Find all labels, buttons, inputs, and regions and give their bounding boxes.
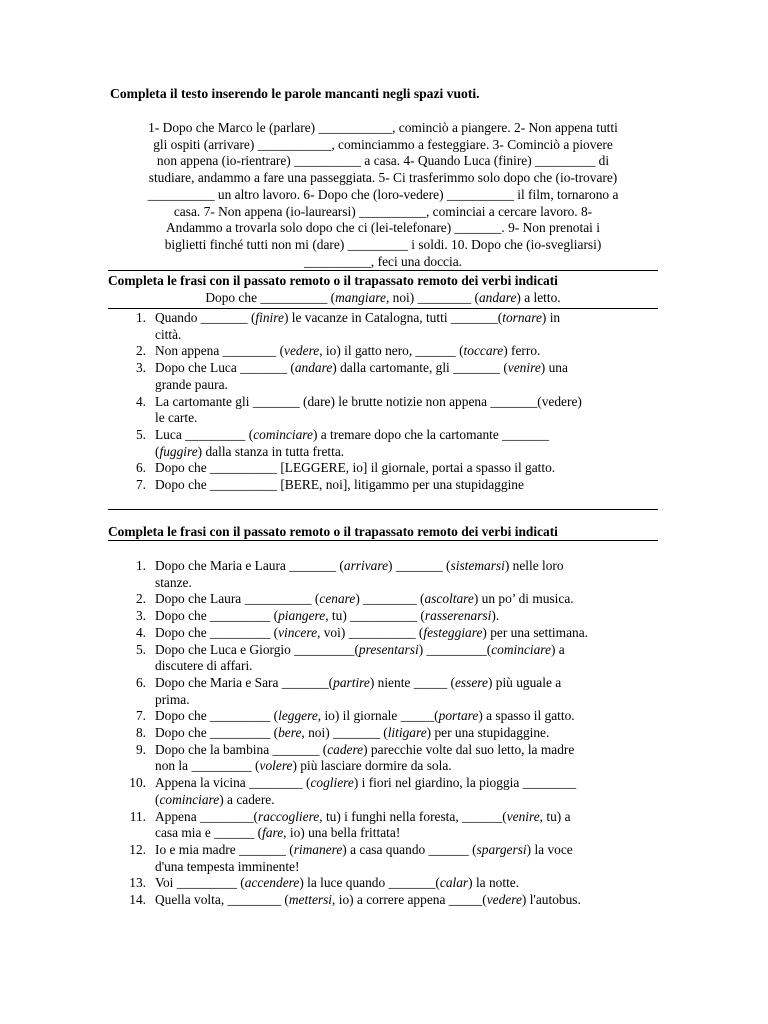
paragraph-line: 1- Dopo che Marco le (parlare) ___________, cominciò a piangere. 2- Non appena tutti xyxy=(148,120,618,135)
exercise-item xyxy=(108,892,668,909)
item-text: Dopo che Laura __________ (cenare) ________ (ascoltare) un po’ di musica. xyxy=(155,591,574,607)
item-number: 3. xyxy=(135,360,146,376)
item-text: d'una tempesta imminente! xyxy=(155,858,300,874)
item-text: le carte. xyxy=(155,410,198,426)
item-number: 9. xyxy=(135,741,146,757)
paragraph-line: non appena (io-rientrare) __________ a casa. 4- Quando Luca (finire) _________ di xyxy=(156,153,610,169)
item-number: 14. xyxy=(129,892,146,908)
item-text: Dopo che Luca e Giorgio _________(presentarsi) _________(cominciare) a xyxy=(155,641,565,657)
exercise-item xyxy=(108,608,668,625)
exercise-item xyxy=(108,310,668,343)
item-text: Dopo che la bambina _______ (cadere) parecchie volte dal suo letto, la madre xyxy=(155,741,575,757)
exercise-item xyxy=(108,775,668,808)
item-text: Non appena ________ (vedere, io) il gatto nero, ______ (toccare) ferro. xyxy=(155,343,541,359)
exercise-1-heading: Completa il testo inserendo le parole mancanti negli spazi vuoti. xyxy=(110,86,480,101)
item-text: Dopo che _________ (leggere, io) il giornale _____(portare) a spasso il gatto. xyxy=(155,708,575,724)
item-text: Luca _________ (cominciare) a tremare dopo che la cartomante _______ xyxy=(155,426,550,442)
item-number: 5. xyxy=(135,426,146,442)
exercise-3-title-underline xyxy=(108,540,658,541)
item-text: Appena la vicina ________ (cogliere) i fiori nel giardino, la pioggia ________ xyxy=(155,775,577,791)
paragraph-line: casa. 7- Non appena (io-laurearsi) __________, cominciai a cercare lavoro. 8- xyxy=(173,203,593,219)
exercise-item xyxy=(108,625,668,642)
exercise-2-example: Dopo che __________ (mangiare, noi) ________ (andare) a letto. xyxy=(205,290,561,305)
item-text: non la _________ (volere) più lasciare dormire da sola. xyxy=(155,758,452,774)
item-text: grande paura. xyxy=(155,376,228,392)
paragraph-line: gli ospiti (arrivare) ___________, cominciammo a festeggiare. 3- Cominciò a piovere xyxy=(153,136,613,152)
item-number: 4. xyxy=(135,393,146,409)
exercise-item xyxy=(108,394,668,427)
item-text: Quella volta, ________ (mettersi, io) a correre appena _____(vedere) l'autobus. xyxy=(155,892,581,908)
exercise-item xyxy=(108,343,668,360)
exercise-item xyxy=(108,558,668,591)
exercise-item xyxy=(108,708,668,725)
item-number: 7. xyxy=(135,477,146,493)
item-number: 6. xyxy=(135,674,146,690)
item-text: Dopo che Maria e Laura _______ (arrivare) _______ (sistemarsi) nelle loro xyxy=(155,558,564,573)
item-text: casa mia e ______ (fare, io) una bella frittata! xyxy=(155,825,401,841)
divider xyxy=(108,308,658,309)
item-number: 8. xyxy=(135,725,146,741)
exercise-item xyxy=(108,642,668,675)
item-text: stanze. xyxy=(155,574,192,590)
exercise-2-title: Completa le frasi con il passato remoto o il trapassato remoto dei verbi indicati xyxy=(108,273,558,288)
item-number: 6. xyxy=(135,460,146,476)
item-text: Appena ________(raccogliere, tu) i funghi nella foresta, ______(venire, tu) a xyxy=(155,808,571,824)
item-number: 12. xyxy=(129,841,146,857)
paragraph-line: __________, feci una doccia. xyxy=(303,253,463,269)
item-text: città. xyxy=(155,326,182,342)
item-text: Voi _________ (accendere) la luce quando _______(calar) la notte. xyxy=(155,875,520,891)
paragraph-line: biglietti finché tutti non mi (dare) _________ i soldi. 10. Dopo che (io-svegliarsi) xyxy=(164,236,602,252)
exercise-item xyxy=(108,460,668,477)
exercise-item xyxy=(108,742,668,775)
exercise-item xyxy=(108,842,668,875)
item-text: (cominciare) a cadere. xyxy=(155,791,275,807)
item-text: Dopo che _________ (vincere, voi) __________ (festeggiare) per una settimana. xyxy=(155,624,589,640)
exercise-3-list xyxy=(108,558,668,909)
exercise-item xyxy=(108,875,668,892)
exercise-item xyxy=(108,427,668,460)
exercise-1-paragraph xyxy=(108,120,658,270)
item-number: 3. xyxy=(135,608,146,624)
exercise-3-title: Completa le frasi con il passato remoto o il trapassato remoto dei verbi indicati xyxy=(108,524,558,539)
item-number: 4. xyxy=(135,624,146,640)
item-text: Dopo che Maria e Sara _______(partire) niente _____ (essere) più uguale a xyxy=(155,674,562,690)
exercise-item xyxy=(108,809,668,842)
item-number: 10. xyxy=(129,775,146,791)
paragraph-line: studiare, andammo a fare una passeggiata. 5- Ci trasferimmo solo dopo che (io-trovare) xyxy=(148,170,618,186)
exercise-item xyxy=(108,591,668,608)
item-number: 5. xyxy=(135,641,146,657)
paragraph-line: Andammo a trovarla solo dopo che ci (lei-telefonare) _______. 9- Non prenotai i xyxy=(166,220,600,236)
paragraph-line: __________ un altro lavoro. 6- Dopo che (loro-vedere) __________ il film, tornarono a xyxy=(147,186,619,202)
item-number: 11. xyxy=(129,808,146,824)
item-text: prima. xyxy=(155,691,190,707)
item-text: Dopo che __________ [LEGGERE, io] il giornale, portai a spasso il gatto. xyxy=(155,460,556,476)
item-number: 1. xyxy=(135,310,146,325)
item-text: Quando _______ (finire) le vacanze in Catalogna, tutti _______(tornare) in xyxy=(155,310,561,325)
item-text: La cartomante gli _______ (dare) le brutte notizie non appena _______(vedere) xyxy=(155,393,582,409)
item-text: Io e mia madre _______ (rimanere) a casa quando ______ (spargersi) la voce xyxy=(155,841,573,857)
item-number: 2. xyxy=(135,591,146,607)
item-text: Dopo che _________ (piangere, tu) __________ (rasserenarsi). xyxy=(155,608,500,624)
item-number: 2. xyxy=(135,343,146,359)
item-text: discutere di affari. xyxy=(155,658,253,674)
item-number: 13. xyxy=(129,875,146,891)
exercise-item xyxy=(108,675,668,708)
item-text: (fuggire) dalla stanza in tutta fretta. xyxy=(155,443,345,459)
item-text: Dopo che __________ [BERE, noi], litigammo per una stupidaggine xyxy=(155,477,524,493)
item-number: 1. xyxy=(135,558,146,573)
item-text: Dopo che _________ (bere, noi) _______ (litigare) per una stupidaggine. xyxy=(155,725,550,741)
item-text: Dopo che Luca _______ (andare) dalla cartomante, gli _______ (venire) una xyxy=(155,360,568,376)
divider xyxy=(108,270,658,271)
exercise-item xyxy=(108,477,668,494)
exercise-item xyxy=(108,360,668,393)
divider xyxy=(108,509,658,510)
exercise-2-list xyxy=(108,310,668,494)
exercise-item xyxy=(108,725,668,742)
item-number: 7. xyxy=(135,708,146,724)
